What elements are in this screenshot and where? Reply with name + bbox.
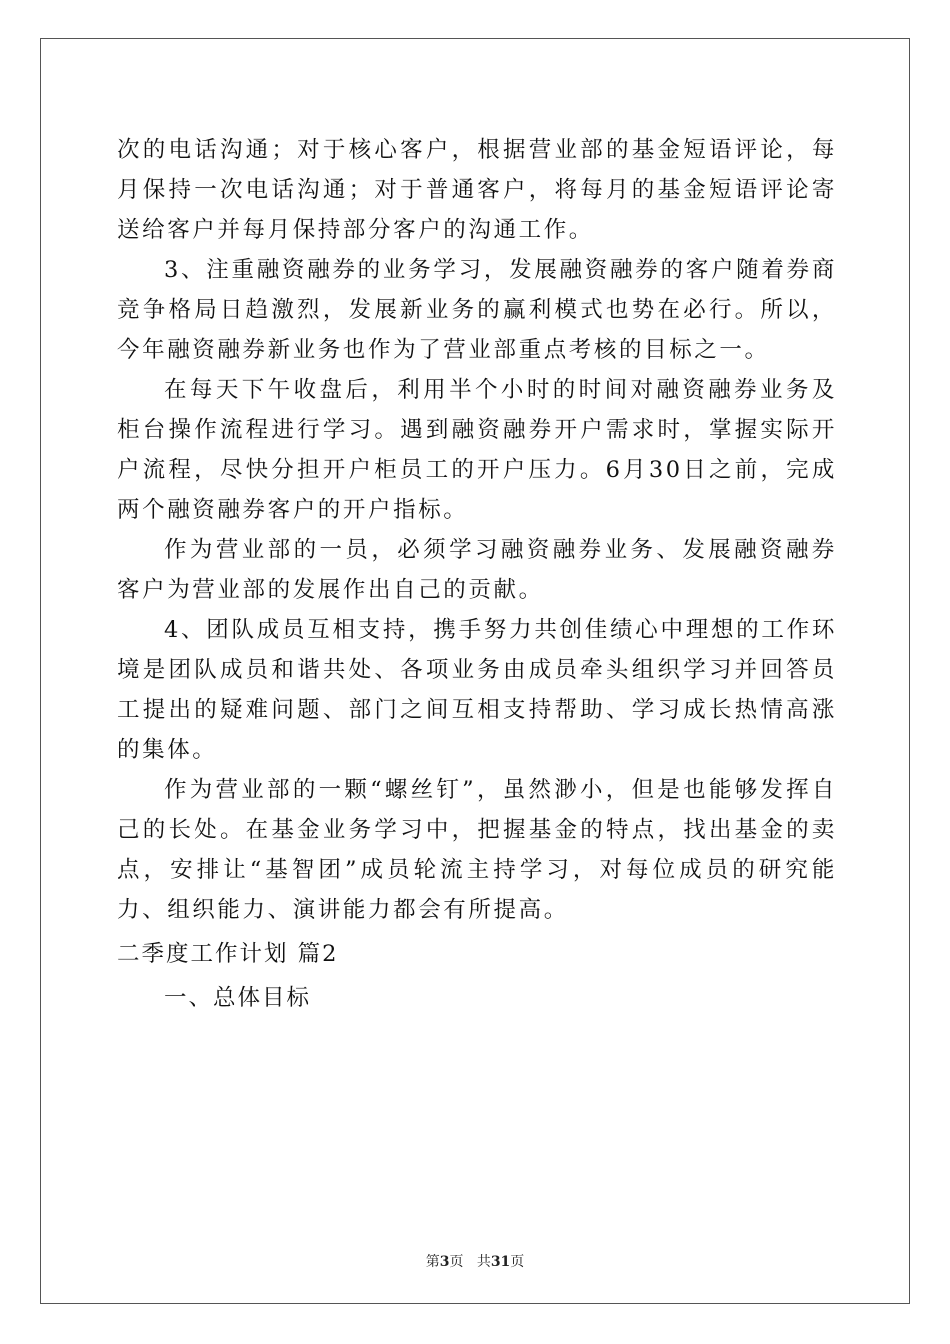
paragraph-item-4: 4、团队成员互相支持，携手努力共创佳绩心中理想的工作环境是团队成员和谐共处、各项业务由成员牵头组织学习并回答员工提出的疑难问题、部门之间互相支持帮助、学习成长热情高涨的集体。	[117, 617, 837, 763]
page-footer	[0, 1251, 950, 1271]
document-body	[117, 130, 837, 1018]
total-suffix: 页	[510, 1254, 525, 1270]
page-label-suffix: 页	[449, 1254, 464, 1270]
paragraph-screw: 作为营业部的一颗“螺丝钉”，虽然渺小，但是也能够发挥自己的长处。在基金业务学习中，把握基金的特点，找出基金的卖点，安排让“基智团”成员轮流主持学习，对每位成员的研究能力、组织能力、演讲能力都会有所提高。	[117, 777, 837, 923]
page-label-prefix: 第	[425, 1254, 440, 1270]
paragraph-continuation: 次的电话沟通；对于核心客户，根据营业部的基金短语评论，每月保持一次电话沟通；对于普通客户，将每月的基金短语评论寄送给客户并每月保持部分客户的沟通工作。	[117, 137, 837, 243]
total-pages: 31	[490, 1254, 511, 1270]
page-number: 3	[439, 1254, 450, 1270]
paragraph-daily-study: 在每天下午收盘后，利用半个小时的时间对融资融券业务及柜台操作流程进行学习。遇到融资融券开户需求时，掌握实际开户流程，尽快分担开户柜员工的开户压力。6月30日之前，完成两个融资融券客户的开户指标。	[117, 377, 837, 523]
paragraph-item-3: 3、注重融资融券的业务学习，发展融资融券的客户随着券商竞争格局日趋激烈，发展新业务的赢利模式也势在必行。所以，今年融资融券新业务也作为了营业部重点考核的目标之一。	[117, 257, 837, 363]
section-title: 二季度工作计划 篇2	[117, 941, 339, 967]
paragraph-member-duty: 作为营业部的一员，必须学习融资融券业务、发展融资融券客户为营业部的发展作出自己的贡献。	[117, 537, 837, 603]
total-prefix: 共	[476, 1254, 491, 1270]
subheading: 一、总体目标	[164, 985, 312, 1011]
